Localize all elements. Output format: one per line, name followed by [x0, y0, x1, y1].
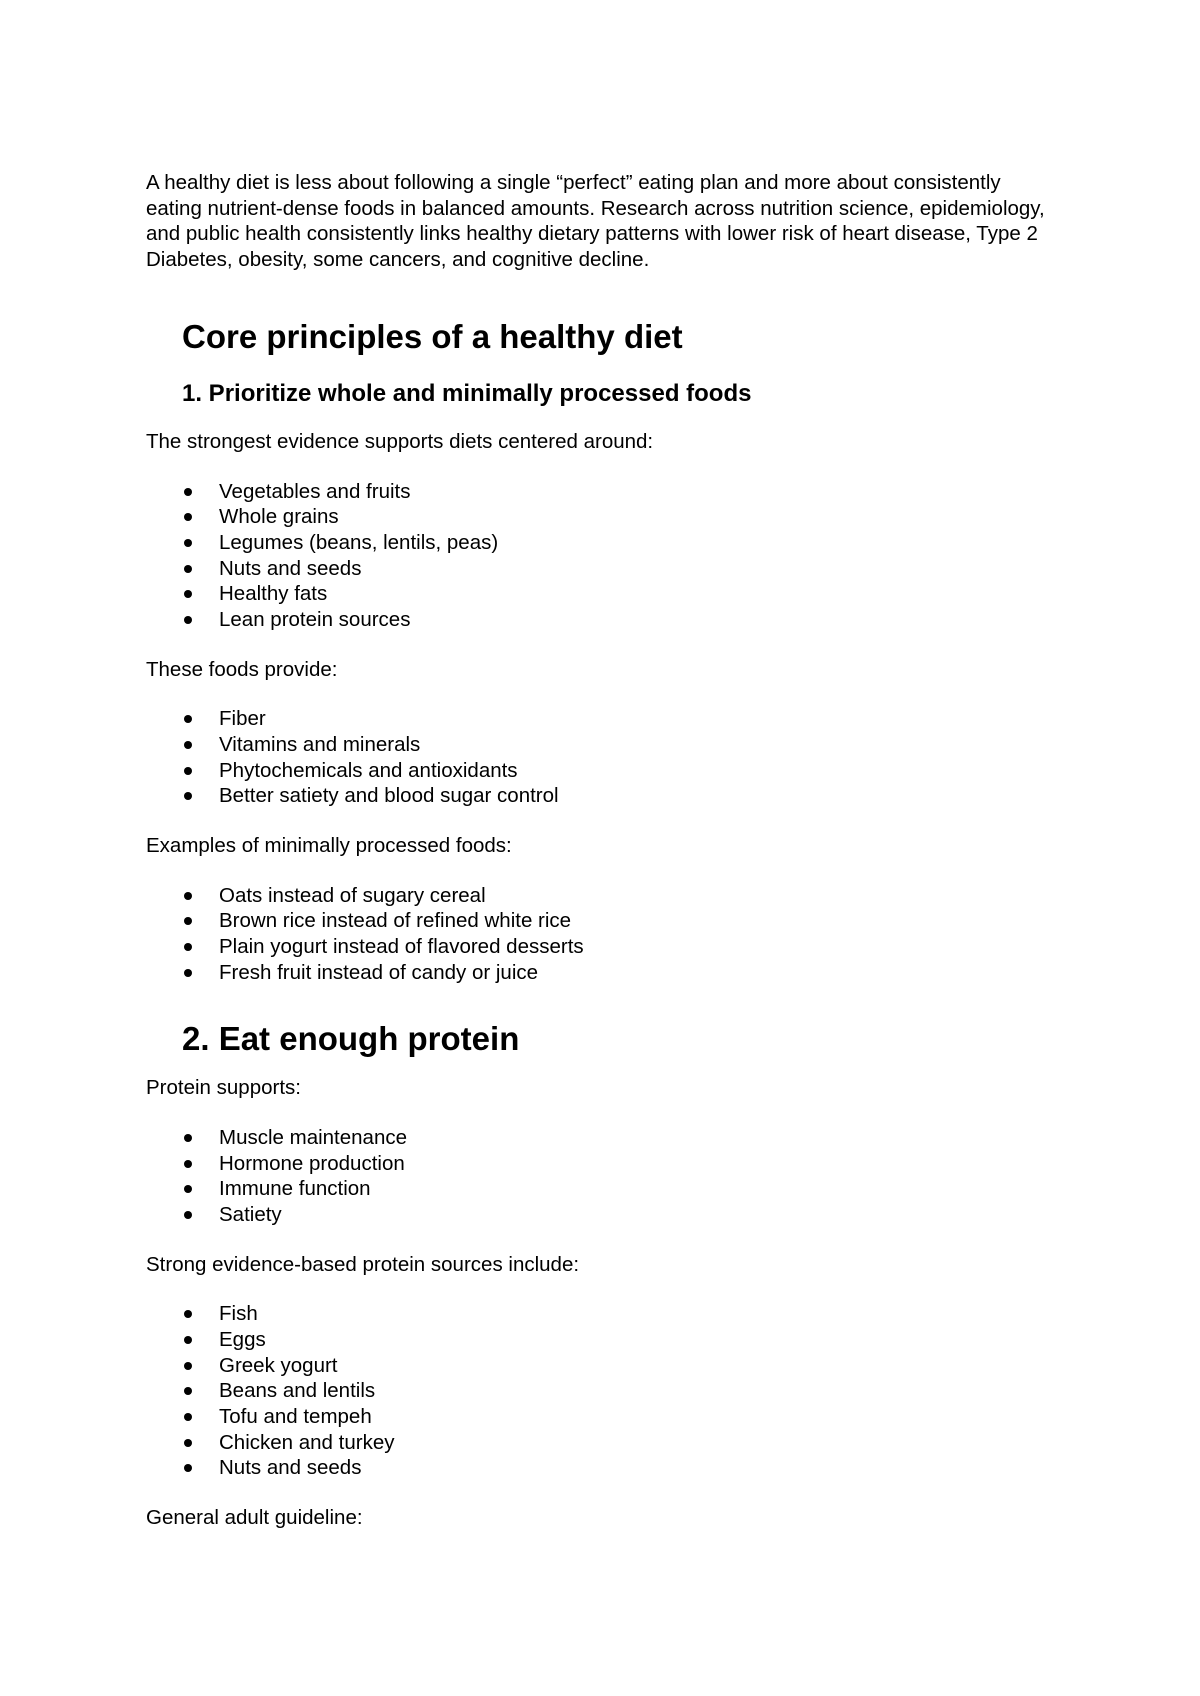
- list-item: Fiber: [146, 706, 1056, 732]
- document-body: [146, 170, 1056, 1531]
- list-item: Nuts and seeds: [146, 556, 1056, 582]
- protein-supports-list: [146, 1125, 1056, 1228]
- list-item: Nuts and seeds: [146, 1455, 1056, 1481]
- list-item: Immune function: [146, 1176, 1056, 1202]
- list-item: Fish: [146, 1301, 1056, 1327]
- list-item: Muscle maintenance: [146, 1125, 1056, 1151]
- list-item: Satiety: [146, 1202, 1056, 1228]
- list-item: Greek yogurt: [146, 1353, 1056, 1379]
- list-item: Brown rice instead of refined white rice: [146, 908, 1056, 934]
- section-1-lead-provide: These foods provide:: [146, 657, 338, 681]
- section-2-lead-supports: Protein supports:: [146, 1076, 301, 1100]
- list-item: Healthy fats: [146, 581, 1056, 607]
- benefits-list: [146, 706, 1056, 809]
- section-2-lead-sources: Strong evidence-based protein sources include:: [146, 1252, 580, 1276]
- protein-sources-list: [146, 1301, 1056, 1481]
- core-principles-heading: Core principles of a healthy diet: [182, 318, 683, 355]
- minimally-processed-examples-list: [146, 883, 1056, 986]
- list-item: Vitamins and minerals: [146, 732, 1056, 758]
- list-item: Beans and lentils: [146, 1378, 1056, 1404]
- section-2-heading: 2. Eat enough protein: [182, 1020, 520, 1058]
- list-item: Eggs: [146, 1327, 1056, 1353]
- list-item: Better satiety and blood sugar control: [146, 783, 1056, 809]
- section-1-lead-examples: Examples of minimally processed foods:: [146, 834, 512, 858]
- list-item: Phytochemicals and antioxidants: [146, 758, 1056, 784]
- list-item: Fresh fruit instead of candy or juice: [146, 960, 1056, 986]
- list-item: Legumes (beans, lentils, peas): [146, 530, 1056, 556]
- whole-foods-list: [146, 479, 1056, 633]
- list-item: Oats instead of sugary cereal: [146, 883, 1056, 909]
- list-item: Hormone production: [146, 1151, 1056, 1177]
- list-item: Whole grains: [146, 504, 1056, 530]
- list-item: Tofu and tempeh: [146, 1404, 1056, 1430]
- list-item: Vegetables and fruits: [146, 479, 1056, 505]
- list-item: Plain yogurt instead of flavored desserts: [146, 934, 1056, 960]
- section-1-heading: 1. Prioritize whole and minimally processed foods: [182, 380, 752, 407]
- list-item: Chicken and turkey: [146, 1430, 1056, 1456]
- section-2-lead-guideline: General adult guideline:: [146, 1506, 363, 1530]
- list-item: Lean protein sources: [146, 607, 1056, 633]
- intro-paragraph: A healthy diet is less about following a single “perfect” eating plan and more about consistently eating nutrient-dense foods in balanced amounts. Research across nutrition science, epidemiology, and public health consistently links healthy dietary patterns with lower risk of heart disease, Type 2 Diabetes, obesity, some cancers, and cognitive decline.: [146, 171, 1045, 271]
- section-1-lead-centered: The strongest evidence supports diets centered around:: [146, 430, 654, 453]
